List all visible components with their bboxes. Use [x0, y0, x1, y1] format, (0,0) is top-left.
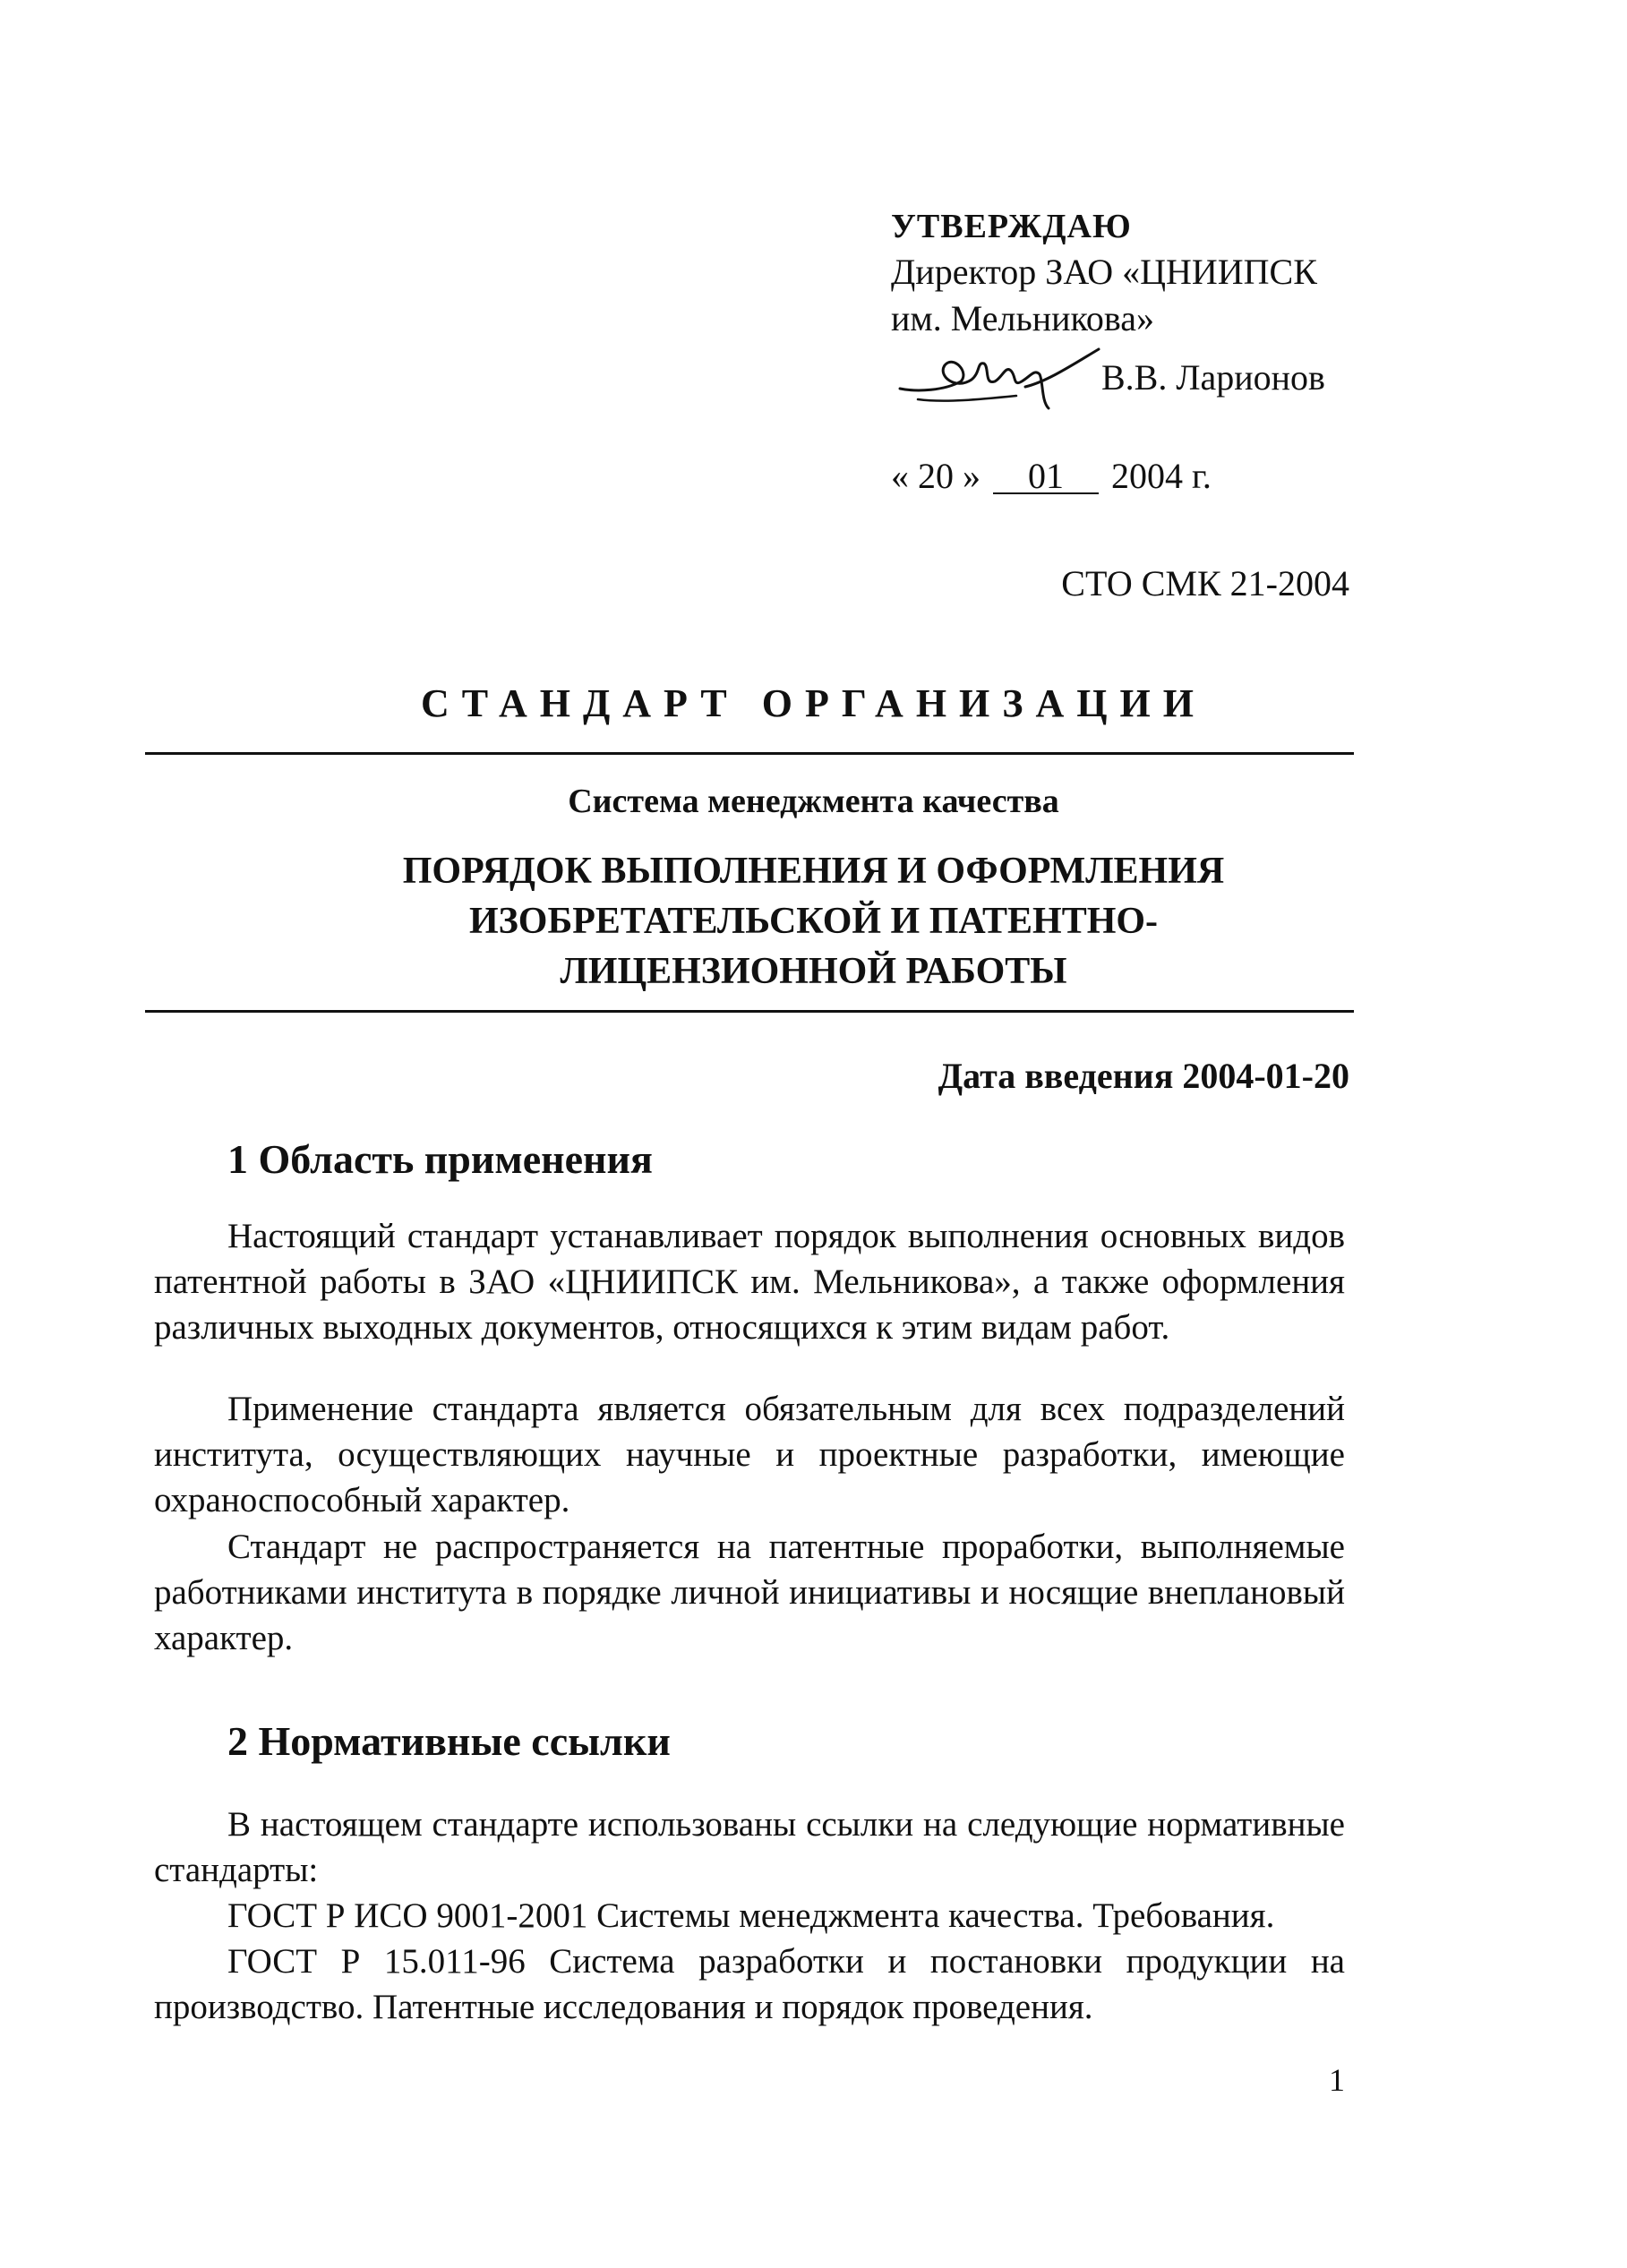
approval-heading: УТВЕРЖДАЮ — [891, 208, 1132, 245]
approval-date-month: 01 — [993, 460, 1099, 494]
divider-bottom — [145, 1010, 1354, 1013]
signatory-name: В.В. Ларионов — [1101, 357, 1325, 398]
section1-heading: 1 Область применения — [227, 1136, 653, 1182]
handwritten-signature — [891, 346, 1106, 417]
approval-block — [891, 204, 1536, 497]
page-number: 1 — [1329, 2062, 1345, 2098]
approval-date — [891, 455, 1536, 497]
document-subtitle: Система менеджмента качества — [568, 783, 1059, 820]
section2-paragraph: В настоящем стандарте использованы ссылки на следующие нормативные стандарты: — [154, 1805, 1345, 1889]
approval-position-line2: им. Мельникова» — [891, 298, 1155, 338]
reference-item: ГОСТ Р ИСО 9001-2001 Системы менеджмента качества. Требования. — [227, 1896, 1275, 1935]
document-main-title — [0, 846, 1627, 997]
main-title-line2: ИЗОБРЕТАТЕЛЬСКОЙ И ПАТЕНТНО- — [468, 901, 1159, 942]
divider-top — [145, 752, 1354, 755]
approval-date-year: 2004 г. — [1111, 456, 1212, 496]
signature-row — [891, 346, 1536, 417]
main-title-line3: ЛИЦЕНЗИОННОЙ РАБОТЫ — [560, 951, 1067, 992]
section1-paragraph: Применение стандарта является обязательным для всех подразделений института, осуществляющих научные и проектные разработки, имеющие охраноспособный характер. — [154, 1390, 1345, 1519]
reference-item: ГОСТ Р 15.011-96 Система разработки и постановки продукции на производство. Патентные исследования и порядок проведения. — [154, 1942, 1345, 2026]
section2-heading: 2 Нормативные ссылки — [227, 1718, 671, 1764]
main-title-line1: ПОРЯДОК ВЫПОЛНЕНИЯ И ОФОРМЛЕНИЯ — [402, 851, 1225, 892]
document-code: СТО СМК 21-2004 — [1061, 563, 1349, 603]
standard-title: СТАНДАРТ ОРГАНИЗАЦИИ — [421, 681, 1206, 725]
introduction-date: Дата введения 2004-01-20 — [938, 1056, 1349, 1096]
approval-position-line1: Директор ЗАО «ЦНИИПСК — [891, 252, 1317, 292]
section1-paragraph: Стандарт не распространяется на патентные проработки, выполняемые работниками института в порядке личной инициативы и носящие внеплановый характер. — [154, 1528, 1345, 1657]
approval-date-day: « 20 » — [891, 456, 980, 496]
section1-paragraph: Настоящий стандарт устанавливает порядок выполнения основных видов патентной работы в ЗАО «ЦНИИПСК им. Мельникова», а также оформления различных выходных документов, относящихся к этим видам работ. — [154, 1217, 1345, 1347]
